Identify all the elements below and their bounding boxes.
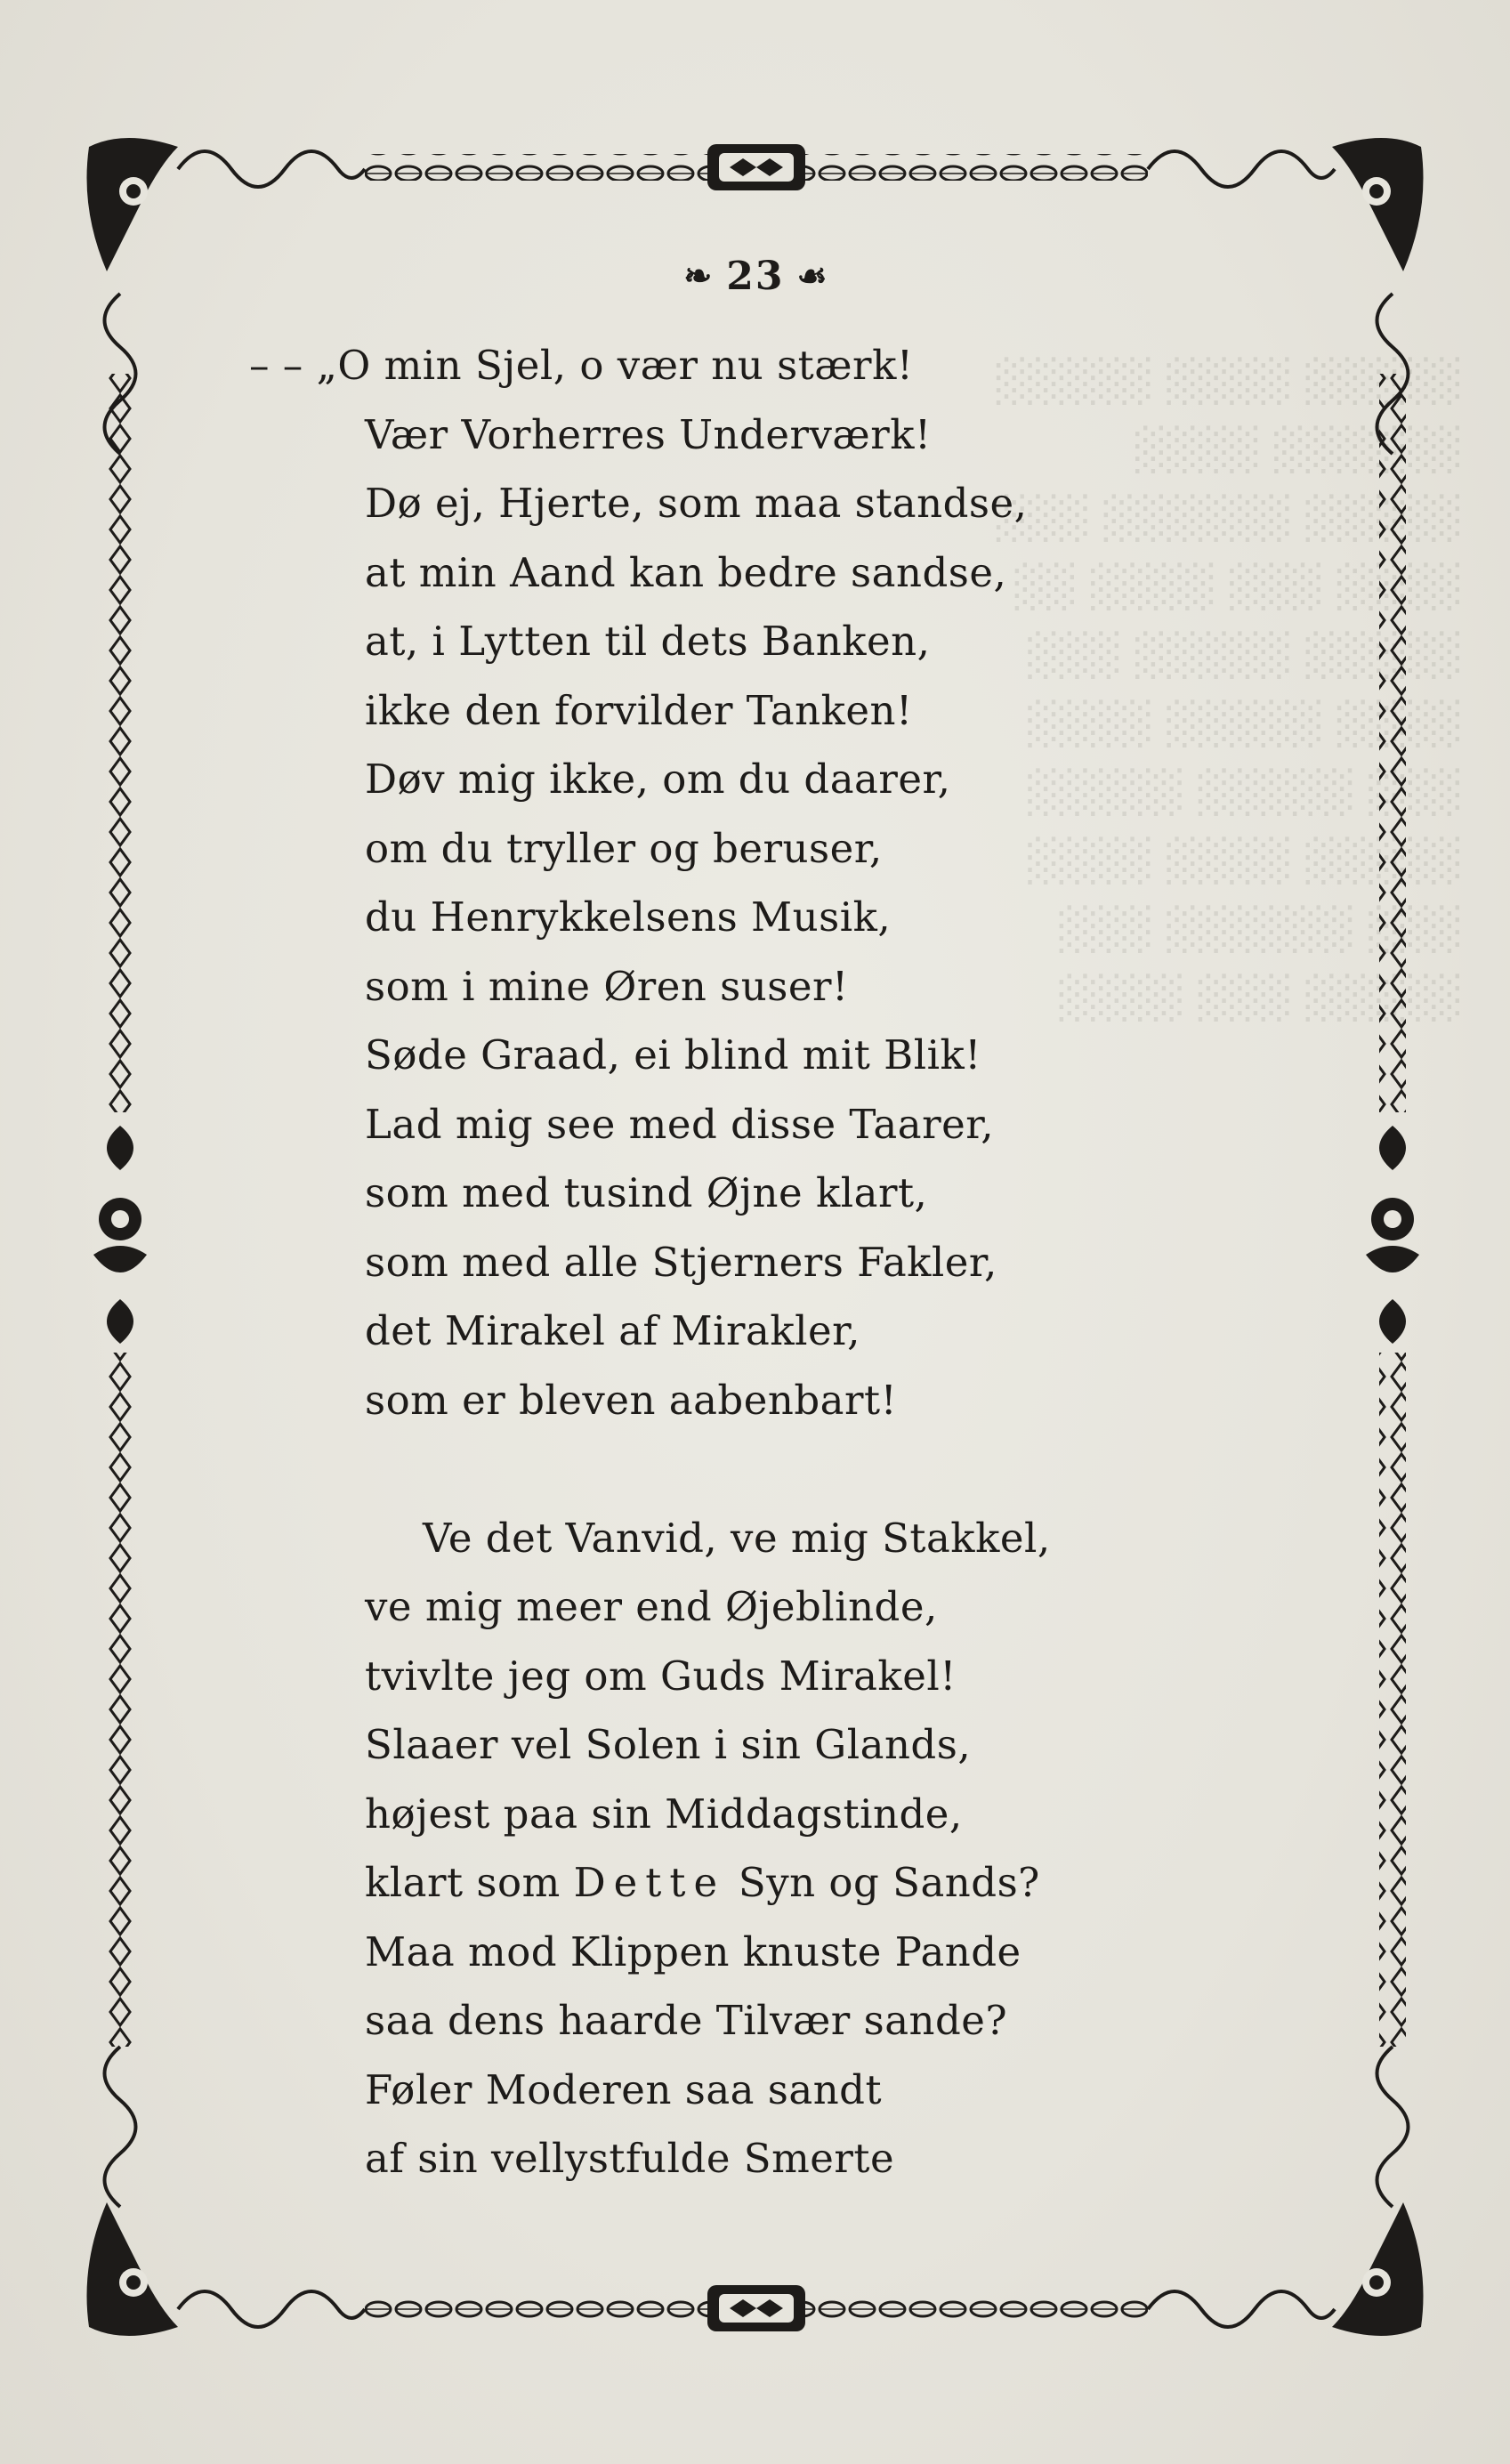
corner-top-right — [1332, 138, 1424, 271]
show-through: ░░░░░ ░░░░ ░░░░░ ░░░░░░ ░░░░ ░░░░░ ░░░░░░ ░░░ ░░░░ ░░░ ░░░░ ░░ ░░░░░ ░░░░░ ░░░ ░░░░ ░░░░░ ░░░░ ░░░ ░░░░░ ░░░░░ ░░░░░ ░░░░ ░░░░ ░░░ ░░░░░░ ░░░ ░░░░░ ░░░ ░░░░ — [992, 357, 1459, 1022]
poem-line: Ve det Vanvid, ve mig Stakkel, — [423, 1514, 1051, 1562]
poem-line-end: Syn og Sands? — [738, 1859, 1040, 1906]
poem-line: Slaaer vel Solen i sin Glands, — [365, 1721, 972, 1768]
corner-top-left — [87, 138, 179, 271]
poem-line: saa dens haarde Tilvær sande? — [365, 1997, 1008, 2044]
poem-line: tvivlte jeg om Guds Mirakel! — [365, 1652, 957, 1700]
left-rosette — [93, 1126, 147, 1344]
poem-line: Føler Moderen saa sandt — [365, 2065, 883, 2113]
poem-line: Vær Vorherres Underværk! — [365, 410, 932, 458]
corner-bottom-left — [87, 2202, 179, 2336]
poem-line: ve mig meer end Øjeblinde, — [365, 1583, 938, 1630]
poem-line: som med alle Stjerners Fakler, — [365, 1238, 997, 1286]
leaf-ornament-icon: ❧ — [683, 255, 715, 295]
left-chain-upper — [107, 374, 133, 1112]
poem-line-spaced — [258, 1848, 1148, 1918]
poem-line: som er bleven aabenbart! — [365, 1376, 898, 1424]
poem-line: ikke den forvilder Tanken! — [365, 686, 913, 734]
stanza-gap — [258, 1434, 1148, 1504]
stanza-2 — [258, 1504, 1148, 2193]
leaf-ornament-icon: ☙ — [796, 255, 829, 295]
stanza-1 — [249, 331, 1148, 1434]
poem-line: som med tusind Øjne klart, — [365, 1169, 928, 1216]
poem-body — [249, 331, 1148, 2193]
poem-line: at, i Lytten til dets Banken, — [365, 618, 931, 665]
poem-line: Maa mod Klippen knuste Pande — [365, 1927, 1021, 1975]
poem-line: som i mine Øren suser! — [365, 962, 849, 1010]
poem-line: du Henrykkelsens Musik, — [365, 893, 892, 941]
poem-line: af sin vellystfulde Smerte — [365, 2135, 895, 2182]
poem-line: Døv mig ikke, om du daarer, — [365, 755, 951, 803]
right-chain-lower — [1379, 1353, 1406, 2047]
right-rosette — [1366, 1126, 1419, 1344]
poem-line: om du tryller og beruser, — [365, 824, 883, 872]
emphasized-word: Dette — [573, 1859, 726, 1906]
poem-line: det Mirakel af Mirakler, — [365, 1307, 860, 1354]
bottom-center-ornament — [707, 2285, 805, 2331]
poem-line: Søde Graad, ei blind mit Blik! — [365, 1031, 981, 1079]
page-number-text: 23 — [726, 253, 785, 299]
left-chain-lower — [107, 1353, 133, 2047]
right-chain-upper — [1379, 374, 1406, 1112]
poem-line: at min Aand kan bedre sandse, — [365, 548, 1007, 596]
top-center-ornament — [707, 144, 805, 190]
poem-line: højest paa sin Middagstinde, — [365, 1789, 963, 1838]
corner-bottom-right — [1332, 2202, 1424, 2336]
poem-line: – – „O min Sjel, o vær nu stærk! — [249, 342, 914, 389]
poem-line: Lad mig see med disse Taarer, — [365, 1100, 995, 1148]
page-number — [658, 249, 854, 303]
poem-line: Dø ej, Hjerte, som maa standse, — [365, 480, 1028, 527]
poem-line-start: klart som — [365, 1859, 561, 1906]
